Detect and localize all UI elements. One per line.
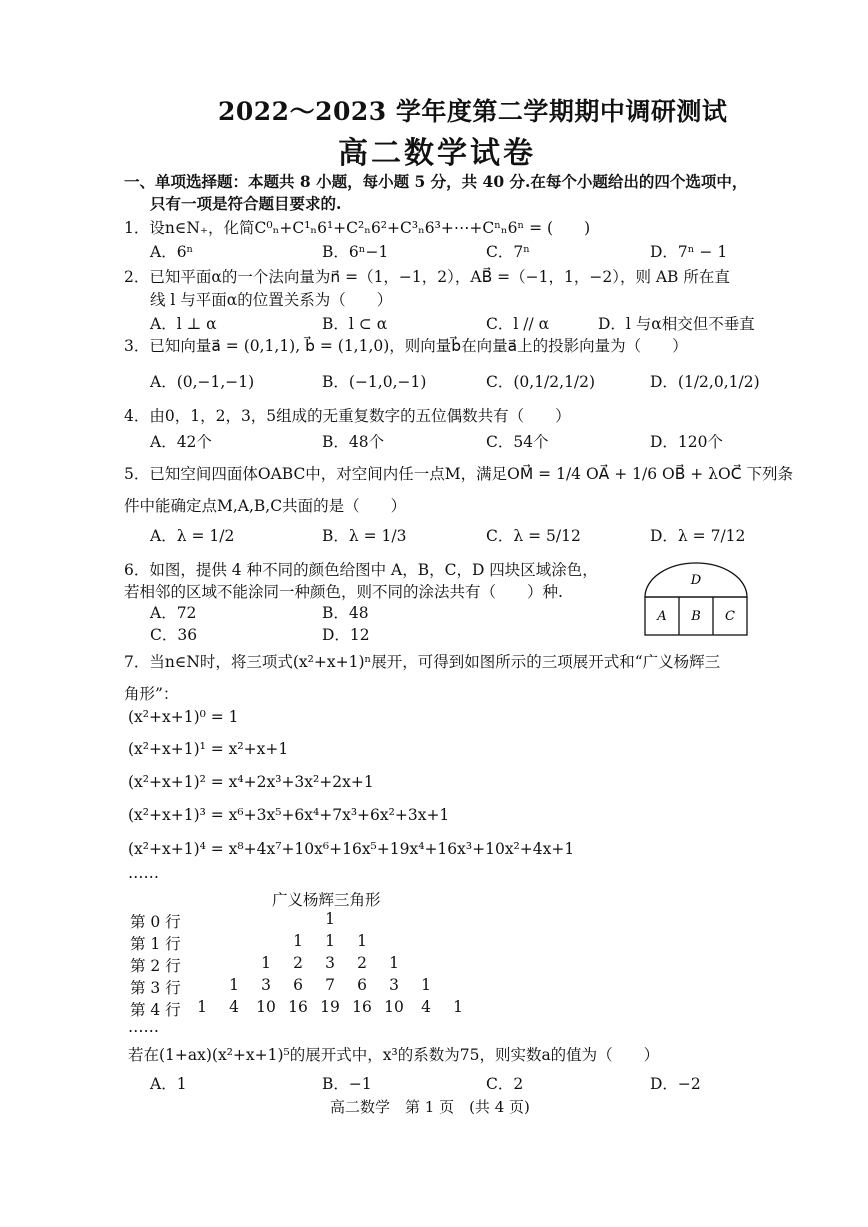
triangle-cell: 1	[325, 932, 335, 950]
q2-option-b: B．l ⊂ α	[322, 315, 388, 333]
q7-stem-line2: 角形”：	[124, 685, 179, 703]
region-c-label: C	[725, 609, 735, 624]
q5-stem-line2: 件中能确定点M,A,B,C共面的是（ ）	[124, 497, 407, 515]
q3-option-d: D．(1/2,0,1/2)	[650, 373, 760, 391]
region-b-label: B	[691, 609, 701, 624]
triangle-cell: 4	[421, 998, 431, 1016]
exam-title: 2022～2023 学年度第二学期期中调研测试	[218, 97, 728, 126]
section-heading-line1: 一、单项选择题：本题共 8 小题，每小题 5 分，共 40 分.在每个小题给出的四个选项中，	[124, 172, 748, 191]
q6-option-d: D．12	[322, 626, 370, 644]
q7-ellipsis-2: ……	[128, 1018, 159, 1036]
q4-stem: 4．由0，1，2，3，5组成的无重复数字的五位偶数共有（ ）	[124, 407, 571, 425]
region-a-label: A	[657, 609, 667, 624]
triangle-cell: 2	[293, 954, 303, 972]
q4-option-d: D．120个	[650, 433, 724, 451]
q7-expansion-4: (x²+x+1)⁴ = x⁸+4x⁷+10x⁶+16x⁵+19x⁴+16x³+10x²+4x+1	[128, 840, 575, 858]
triangle-row-label: 第 2 行	[130, 957, 181, 975]
triangle-cell: 1	[197, 998, 207, 1016]
triangle-cell: 1	[229, 976, 239, 994]
q3-option-c: C．(0,1/2,1/2)	[486, 373, 596, 391]
region-d-label: D	[690, 573, 702, 588]
triangle-cell: 3	[389, 976, 399, 994]
q4-option-c: C．54个	[486, 433, 549, 451]
q2-stem-line1: 2．已知平面α的一个法向量为n⃗ =（1，−1，2），AB⃗ =（−1，1，−2），则 AB 所在直	[124, 268, 730, 286]
triangle-cell: 16	[288, 998, 308, 1016]
q1-stem: 1．设n∈N₊，化简C⁰ₙ+C¹ₙ6¹+C²ₙ6²+C³ₙ6³+⋯+Cⁿₙ6ⁿ = ( )	[124, 219, 591, 237]
page-footer: 高二数学 第 1 页 (共 4 页)	[330, 1098, 530, 1116]
triangle-cell: 6	[357, 976, 367, 994]
q7-option-d: D．−2	[650, 1075, 701, 1093]
triangle-cell: 1	[421, 976, 431, 994]
q7-option-c: C．2	[486, 1075, 524, 1093]
triangle-cell: 10	[256, 998, 276, 1016]
triangle-cell: 1	[325, 910, 335, 928]
triangle-cell: 1	[261, 954, 271, 972]
q7-expansion-1: (x²+x+1)¹ = x²+x+1	[128, 740, 289, 758]
q6-stem-line1: 6．如图，提供 4 种不同的颜色给图中 A，B，C，D 四块区域涂色，	[124, 561, 598, 579]
triangle-row-label: 第 3 行	[130, 979, 181, 997]
q5-stem-line1: 5．已知空间四面体OABC中，对空间内任一点M，满足OM⃗ = 1/4 OA⃗ + 1/6 OB⃗ + λOC⃗ 下列条	[124, 465, 793, 483]
triangle-cell: 1	[453, 998, 463, 1016]
q7-option-a: A．1	[150, 1075, 187, 1093]
q3-option-b: B．(−1,0,−1)	[322, 373, 427, 391]
triangle-cell: 1	[389, 954, 399, 972]
q5-option-b: B．λ = 1/3	[322, 527, 407, 545]
q2-option-c: C．l // α	[486, 315, 550, 333]
triangle-cell: 7	[325, 976, 335, 994]
triangle-cell: 3	[325, 954, 335, 972]
q6-option-b: B．48	[322, 604, 369, 622]
q3-option-a: A．(0,−1,−1)	[150, 373, 255, 391]
triangle-title: 广义杨辉三角形	[272, 891, 381, 909]
q1-option-c: C．7ⁿ	[486, 243, 530, 261]
q6-stem-line2: 若相邻的区域不能涂同一种颜色，则不同的涂法共有（ ）种.	[124, 583, 563, 601]
q4-option-a: A．42个	[150, 433, 212, 451]
q7-expansion-2: (x²+x+1)² = x⁴+2x³+3x²+2x+1	[128, 773, 374, 791]
q4-option-b: B．48个	[322, 433, 385, 451]
q6-option-c: C．36	[150, 626, 198, 644]
triangle-cell: 1	[293, 932, 303, 950]
section-heading-line2: 只有一项是符合题目要求的.	[150, 194, 342, 213]
q2-option-d: D．l 与α相交但不垂直	[598, 315, 755, 333]
triangle-cell: 3	[261, 976, 271, 994]
triangle-cell: 19	[320, 998, 340, 1016]
q5-option-c: C．λ = 5/12	[486, 527, 581, 545]
q7-stem-line1: 7．当n∈N时，将三项式(x²+x+1)ⁿ展开，可得到如图所示的三项展开式和“广义杨辉三	[124, 653, 721, 671]
q1-option-a: A．6ⁿ	[150, 243, 194, 261]
q5-option-a: A．λ = 1/2	[150, 527, 235, 545]
triangle-row-label: 第 1 行	[130, 935, 181, 953]
triangle-cell: 6	[293, 976, 303, 994]
triangle-cell: 10	[384, 998, 404, 1016]
q6-option-a: A．72	[150, 604, 197, 622]
q5-option-d: D．λ = 7/12	[650, 527, 746, 545]
q1-option-b: B．6ⁿ−1	[322, 243, 389, 261]
triangle-row-label: 第 4 行	[130, 1001, 181, 1019]
q7-expansion-3: (x²+x+1)³ = x⁶+3x⁵+6x⁴+7x³+6x²+3x+1	[128, 806, 450, 824]
exam-subtitle: 高二数学试卷	[338, 136, 536, 171]
q2-option-a: A．l ⊥ α	[150, 315, 217, 333]
q7-ellipsis: ……	[128, 864, 159, 882]
triangle-cell: 16	[352, 998, 372, 1016]
triangle-cell: 2	[357, 954, 367, 972]
triangle-cell: 4	[229, 998, 239, 1016]
q7-question: 若在(1+ax)(x²+x+1)⁵的展开式中，x³的系数为75，则实数a的值为（ ）	[128, 1046, 660, 1064]
q7-option-b: B．−1	[322, 1075, 372, 1093]
q2-stem-line2: 线 l 与平面α的位置关系为（ ）	[150, 291, 393, 309]
q6-region-figure	[640, 560, 752, 638]
q7-expansion-0: (x²+x+1)⁰ = 1	[128, 708, 239, 726]
q3-stem: 3．已知向量a⃗ = (0,1,1), b⃗ = (1,1,0)，则向量b⃗在向量a⃗上的投影向量为（ ）	[124, 337, 688, 355]
q1-option-d: D．7ⁿ − 1	[650, 243, 728, 261]
triangle-cell: 1	[357, 932, 367, 950]
triangle-row-label: 第 0 行	[130, 913, 181, 931]
